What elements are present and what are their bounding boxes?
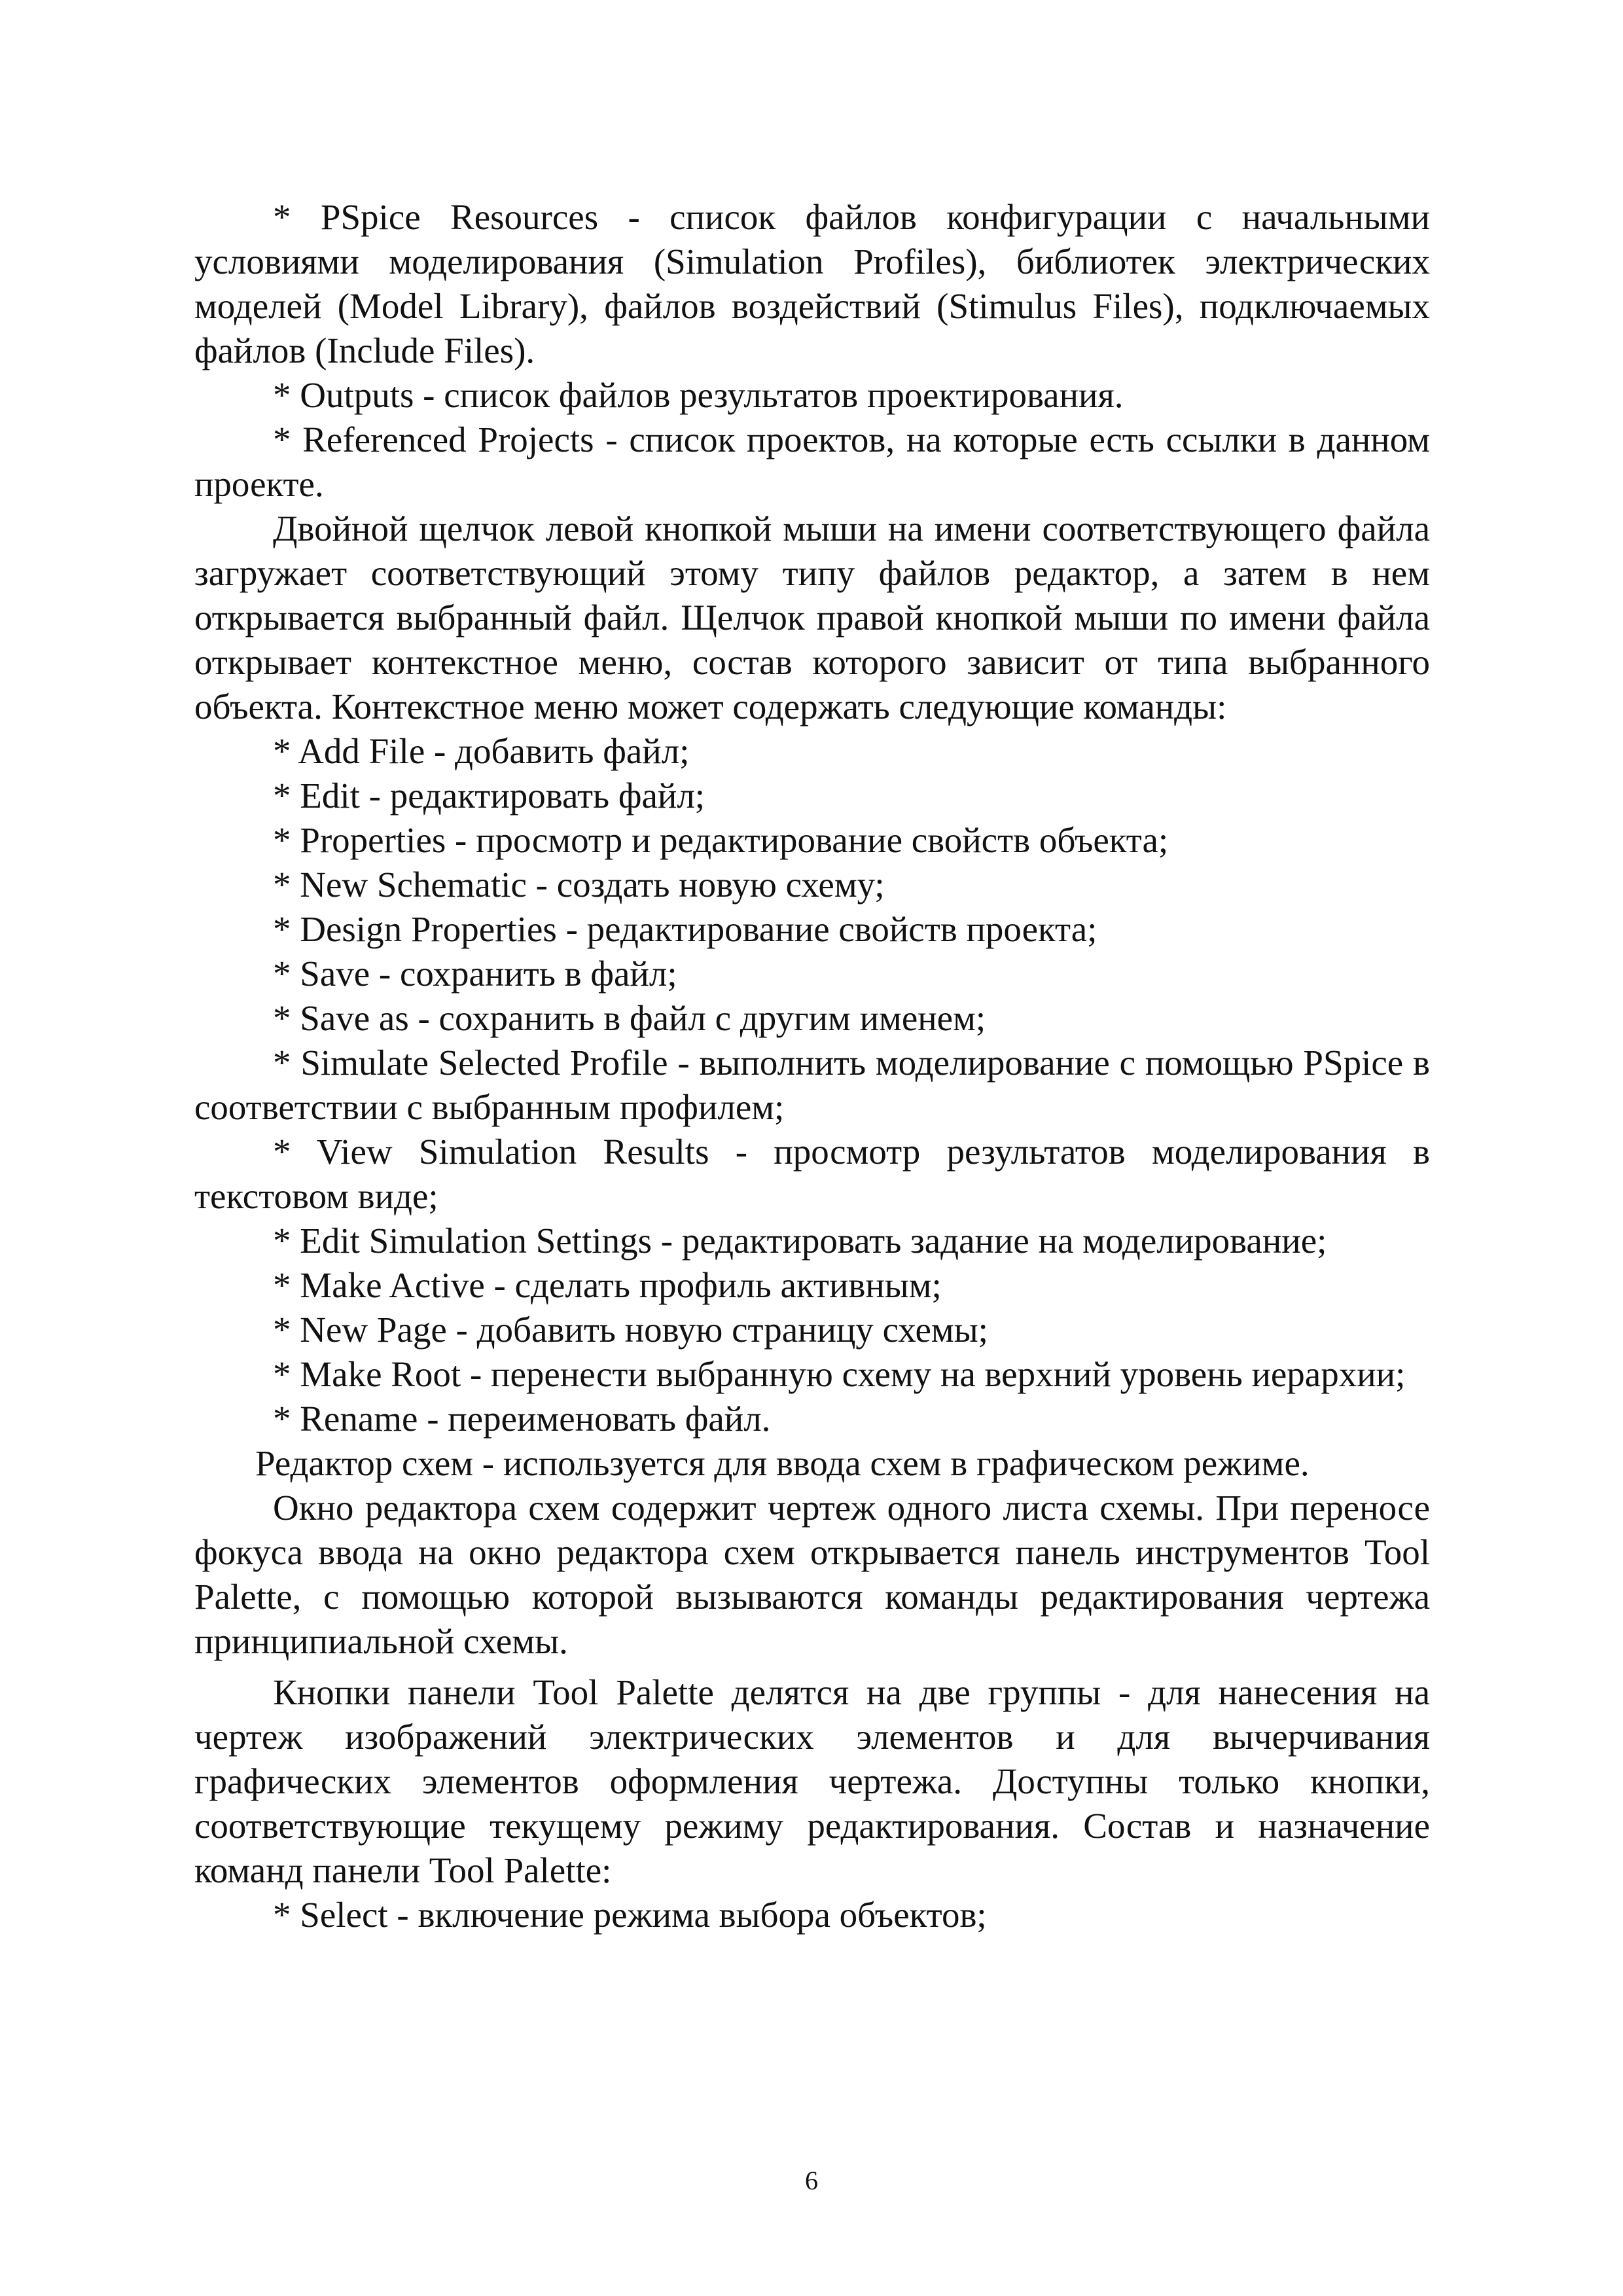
list-item-rename: * Rename - переименовать файл. — [273, 1399, 771, 1439]
paragraph-double-click: Двойной щелчок левой кнопкой мыши на имени соответствующего файла загружает соответствующий этому типу файлов редактор, а затем в нем открывается выбранный файл. Щелчок правой кнопкой мыши по имени файла открывает контекстное меню, состав которого зависит от типа выбранного объекта. Контекстное меню может содержать следующие команды: — [194, 509, 1430, 726]
list-item-select: * Select - включение режима выбора объектов; — [273, 1895, 987, 1935]
paragraph-outputs: * Outputs - список файлов результатов проектирования. — [273, 375, 1124, 415]
paragraph-editor-window: Окно редактора схем содержит чертеж одного листа схемы. При переносе фокуса ввода на окно редактора схем открывается панель инструментов Tool Palette, с помощью которой вызываются команды редактирования чертежа принципиальной схемы. — [194, 1488, 1430, 1661]
list-item-make-active: * Make Active - сделать профиль активным; — [273, 1265, 942, 1305]
list-item-add-file: * Add File - добавить файл; — [273, 731, 690, 771]
list-item-new-page: * New Page - добавить новую страницу схемы; — [273, 1310, 988, 1350]
list-item-view-simulation-results: * View Simulation Results - просмотр результатов моделирования в текстовом виде; — [194, 1132, 1430, 1216]
paragraph-referenced-projects: * Referenced Projects - список проектов, на которые есть ссылки в данном проекте. — [194, 420, 1430, 504]
page-number: 6 — [805, 2166, 818, 2195]
list-item-edit: * Edit - редактировать файл; — [273, 776, 705, 816]
list-item-save-as: * Save as - сохранить в файл с другим именем; — [273, 998, 986, 1038]
paragraph-tool-palette-buttons: Кнопки панели Tool Palette делятся на две группы - для нанесения на чертеж изображений электрических элементов и для вычерчивания графических элементов оформления чертежа. Доступны только кнопки, соответствующие текущему режиму редактирования. Состав и назначение команд панели Tool Palette: — [194, 1672, 1430, 1890]
list-item-properties: * Properties - просмотр и редактирование свойств объекта; — [273, 820, 1169, 860]
list-item-make-root: * Make Root - перенести выбранную схему на верхний уровень иерархии; — [273, 1354, 1406, 1394]
list-item-save: * Save - сохранить в файл; — [273, 954, 677, 994]
paragraph-schematic-editor: Редактор схем - используется для ввода схем в графическом режиме. — [255, 1443, 1310, 1483]
list-item-design-properties: * Design Properties - редактирование свойств проекта; — [273, 909, 1097, 949]
list-item-new-schematic: * New Schematic - создать новую схему; — [273, 865, 885, 905]
list-item-edit-simulation-settings: * Edit Simulation Settings - редактировать задание на моделирование; — [273, 1221, 1327, 1261]
list-item-simulate-selected-profile: * Simulate Selected Profile - выполнить моделирование с помощью PSpice в соответствии с выбранным профилем; — [194, 1043, 1430, 1127]
paragraph-pspice-resources: * PSpice Resources - список файлов конфигурации с начальными условиями моделирования (Simulation Profiles), библиотек электрических моделей (Model Library), файлов воздействий (Stimulus Files), подключаемых файлов (Include Files). — [194, 197, 1430, 370]
document-body — [194, 195, 1430, 1937]
